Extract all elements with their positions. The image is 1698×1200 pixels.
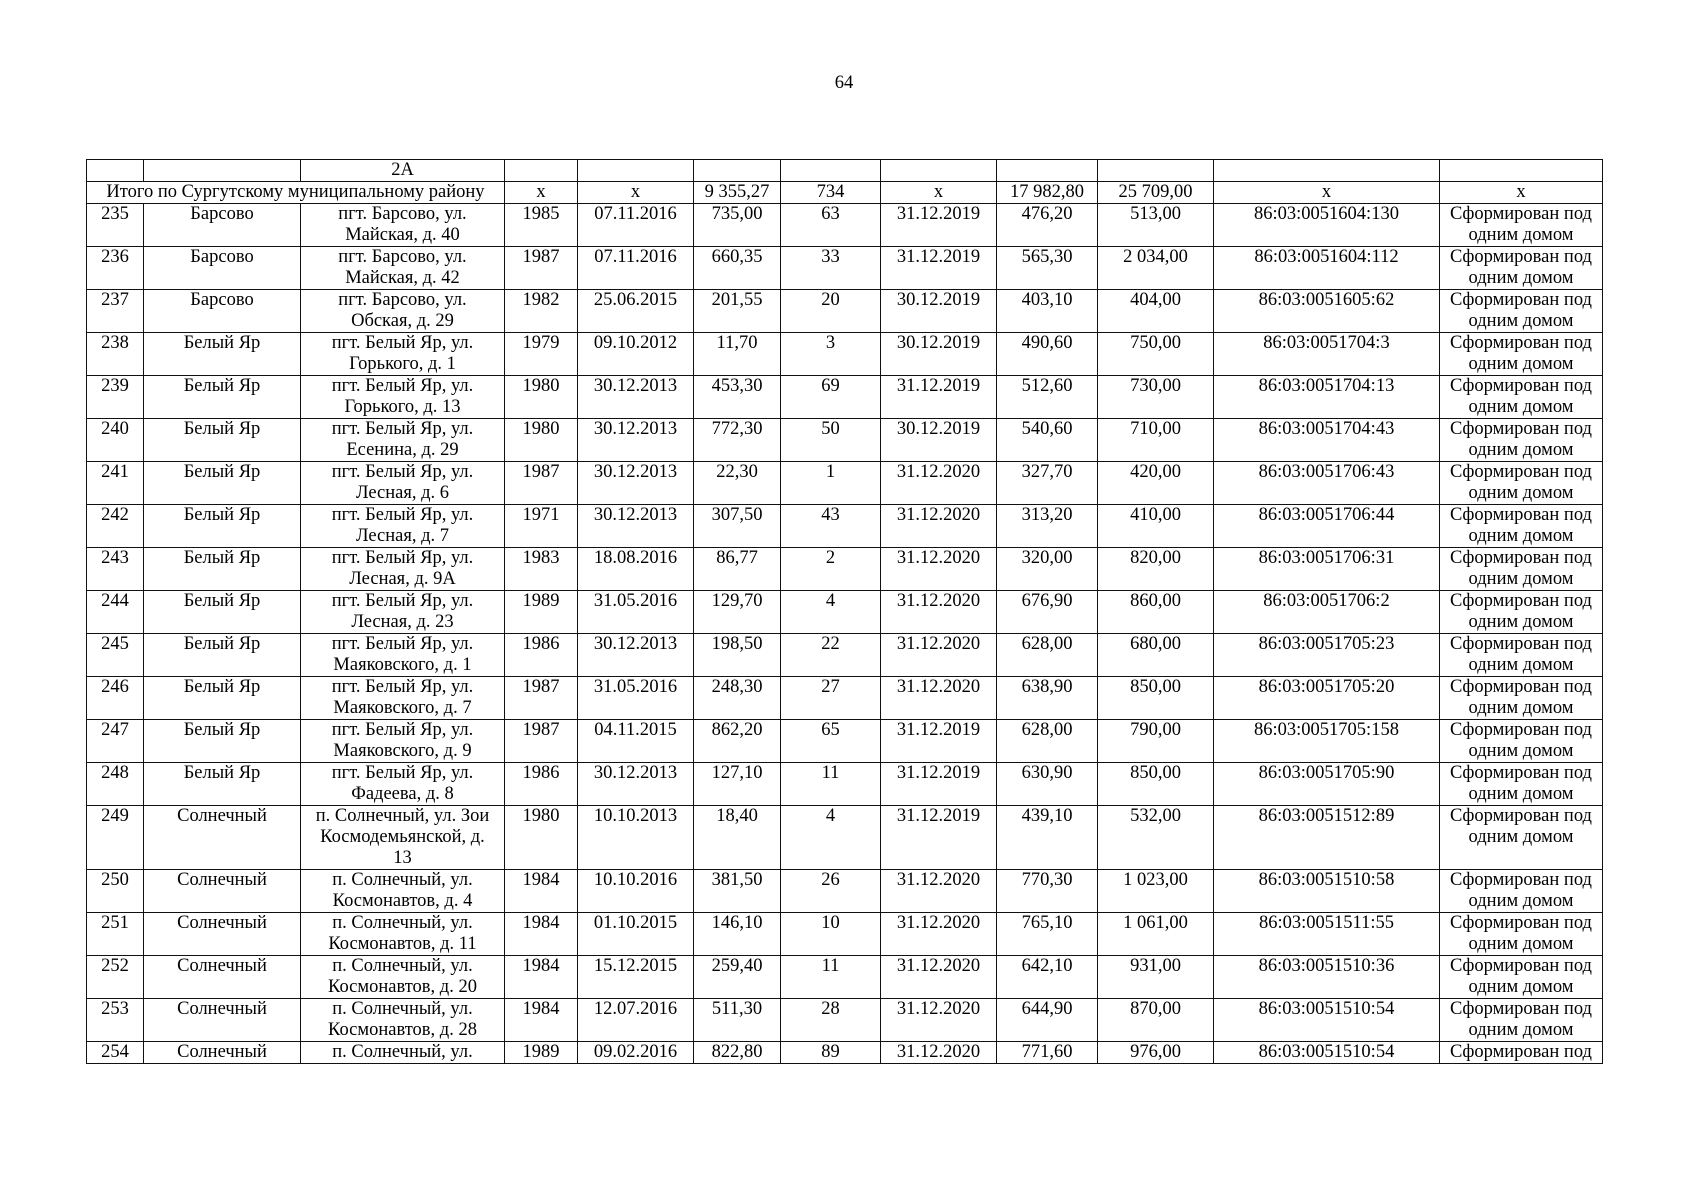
cell-value-c: 404,00 (1098, 290, 1214, 333)
cell-value-b: 313,20 (997, 505, 1098, 548)
table-row (87, 290, 1603, 333)
cell-date-b: 30.12.2019 (881, 419, 997, 462)
cell-value-b: 540,60 (997, 419, 1098, 462)
cell-date-a: 07.11.2016 (578, 204, 694, 247)
header-cell (578, 160, 694, 182)
cell-locality: Солнечный (144, 870, 301, 913)
cell-address: п. Солнечный, ул. Космонавтов, д. 11 (301, 913, 505, 956)
cell-year: 1980 (505, 376, 578, 419)
cell-date-b: 31.12.2019 (881, 376, 997, 419)
cell-date-b: 31.12.2020 (881, 870, 997, 913)
cell-date-a: 01.10.2015 (578, 913, 694, 956)
cell-year: 1980 (505, 806, 578, 870)
cell-value-b: 327,70 (997, 462, 1098, 505)
cell-value-a: 862,20 (694, 720, 781, 763)
cell-date-b: 31.12.2020 (881, 913, 997, 956)
cell-locality: Белый Яр (144, 419, 301, 462)
table-row (87, 999, 1603, 1042)
cell-value-a: 453,30 (694, 376, 781, 419)
cell-value-c: 513,00 (1098, 204, 1214, 247)
total-label: Итого по Сургутскому муниципальному району (87, 182, 505, 204)
cell-cadastral-number: 86:03:0051604:130 (1214, 204, 1440, 247)
cell-no: 235 (87, 204, 144, 247)
cell-date-b: 31.12.2019 (881, 247, 997, 290)
cell-value-b: 512,60 (997, 376, 1098, 419)
cell-locality: Солнечный (144, 999, 301, 1042)
cell-cadastral-number: 86:03:0051705:90 (1214, 763, 1440, 806)
cell-value-a: 248,30 (694, 677, 781, 720)
table-row (87, 677, 1603, 720)
cell-status: Сформирован под одним домом (1440, 419, 1603, 462)
cell-year: 1987 (505, 677, 578, 720)
cell-cadastral-number: 86:03:0051705:23 (1214, 634, 1440, 677)
cell-locality: Белый Яр (144, 720, 301, 763)
cell-date-a: 30.12.2013 (578, 763, 694, 806)
cell-count: 63 (781, 204, 881, 247)
cell-address: пгт. Белый Яр, ул. Лесная, д. 7 (301, 505, 505, 548)
header-cell (781, 160, 881, 182)
header-cell (505, 160, 578, 182)
cell-date-a: 15.12.2015 (578, 956, 694, 999)
cell-value-c: 1 061,00 (1098, 913, 1214, 956)
cell-value-a: 822,80 (694, 1042, 781, 1064)
cell-no: 253 (87, 999, 144, 1042)
cell-date-a: 10.10.2013 (578, 806, 694, 870)
table-body (87, 160, 1603, 1064)
cell-no: 254 (87, 1042, 144, 1064)
page-number: 64 (834, 73, 854, 93)
cell-no: 251 (87, 913, 144, 956)
cell-no: 249 (87, 806, 144, 870)
cell-no: 252 (87, 956, 144, 999)
cell-count: 1 (781, 462, 881, 505)
cell-locality: Солнечный (144, 913, 301, 956)
cell-locality: Солнечный (144, 1042, 301, 1064)
cell-date-a: 18.08.2016 (578, 548, 694, 591)
cell-year: 1980 (505, 419, 578, 462)
cell-date-b: 31.12.2019 (881, 806, 997, 870)
cell-status: Сформирован под одним домом (1440, 333, 1603, 376)
cell-status: Сформирован под одним домом (1440, 505, 1603, 548)
table-row (87, 247, 1603, 290)
column-number-row (87, 160, 1603, 182)
cell-cadastral-number: 86:03:0051510:54 (1214, 999, 1440, 1042)
cell-cadastral-number: 86:03:0051706:31 (1214, 548, 1440, 591)
total-cell: 25 709,00 (1098, 182, 1214, 204)
cell-value-c: 532,00 (1098, 806, 1214, 870)
table-row (87, 548, 1603, 591)
cell-locality: Белый Яр (144, 591, 301, 634)
header-cell (997, 160, 1098, 182)
cell-locality: Белый Яр (144, 505, 301, 548)
cell-year: 1982 (505, 290, 578, 333)
cell-address: пгт. Белый Яр, ул. Горького, д. 13 (301, 376, 505, 419)
cell-value-c: 931,00 (1098, 956, 1214, 999)
cell-year: 1979 (505, 333, 578, 376)
cell-year: 1984 (505, 913, 578, 956)
cell-address: пгт. Барсово, ул. Майская, д. 42 (301, 247, 505, 290)
header-cell: 2А (301, 160, 505, 182)
cell-value-a: 511,30 (694, 999, 781, 1042)
cell-year: 1987 (505, 247, 578, 290)
housing-registry-table (86, 159, 1603, 1064)
cell-address: пгт. Белый Яр, ул. Есенина, д. 29 (301, 419, 505, 462)
cell-date-a: 07.11.2016 (578, 247, 694, 290)
cell-value-a: 198,50 (694, 634, 781, 677)
cell-locality: Барсово (144, 204, 301, 247)
cell-cadastral-number: 86:03:0051704:43 (1214, 419, 1440, 462)
cell-address: п. Солнечный, ул. Космонавтов, д. 28 (301, 999, 505, 1042)
cell-cadastral-number: 86:03:0051510:36 (1214, 956, 1440, 999)
cell-value-b: 644,90 (997, 999, 1098, 1042)
cell-value-b: 490,60 (997, 333, 1098, 376)
cell-count: 27 (781, 677, 881, 720)
cell-date-b: 31.12.2020 (881, 462, 997, 505)
cell-status: Сформирован под одним домом (1440, 290, 1603, 333)
cell-value-a: 381,50 (694, 870, 781, 913)
cell-value-b: 676,90 (997, 591, 1098, 634)
cell-no: 250 (87, 870, 144, 913)
cell-address: пгт. Белый Яр, ул. Лесная, д. 23 (301, 591, 505, 634)
header-cell (1214, 160, 1440, 182)
table-row (87, 634, 1603, 677)
cell-no: 240 (87, 419, 144, 462)
cell-date-b: 31.12.2020 (881, 548, 997, 591)
cell-year: 1989 (505, 1042, 578, 1064)
cell-status: Сформирован под одним домом (1440, 720, 1603, 763)
cell-count: 28 (781, 999, 881, 1042)
cell-status: Сформирован под одним домом (1440, 376, 1603, 419)
cell-value-c: 710,00 (1098, 419, 1214, 462)
cell-address: п. Солнечный, ул. Зои Космодемьянской, д. 13 (301, 806, 505, 870)
cell-value-b: 770,30 (997, 870, 1098, 913)
cell-status: Сформирован под одним домом (1440, 677, 1603, 720)
header-cell (87, 160, 144, 182)
cell-count: 43 (781, 505, 881, 548)
cell-value-c: 2 034,00 (1098, 247, 1214, 290)
cell-count: 2 (781, 548, 881, 591)
cell-no: 246 (87, 677, 144, 720)
cell-no: 243 (87, 548, 144, 591)
cell-value-b: 320,00 (997, 548, 1098, 591)
cell-status: Сформирован под одним домом (1440, 204, 1603, 247)
cell-value-a: 259,40 (694, 956, 781, 999)
cell-value-a: 129,70 (694, 591, 781, 634)
cell-date-a: 30.12.2013 (578, 419, 694, 462)
cell-status: Сформирован под одним домом (1440, 591, 1603, 634)
total-cell: 17 982,80 (997, 182, 1098, 204)
table-row (87, 1042, 1603, 1064)
cell-no: 245 (87, 634, 144, 677)
cell-locality: Барсово (144, 290, 301, 333)
cell-value-b: 642,10 (997, 956, 1098, 999)
cell-cadastral-number: 86:03:0051604:112 (1214, 247, 1440, 290)
cell-value-c: 820,00 (1098, 548, 1214, 591)
cell-date-b: 31.12.2019 (881, 763, 997, 806)
cell-address: пгт. Белый Яр, ул. Лесная, д. 9А (301, 548, 505, 591)
cell-status: Сформирован под одним домом (1440, 870, 1603, 913)
header-cell (1098, 160, 1214, 182)
table-row (87, 462, 1603, 505)
cell-count: 3 (781, 333, 881, 376)
cell-value-c: 680,00 (1098, 634, 1214, 677)
total-cell: х (1214, 182, 1440, 204)
cell-year: 1984 (505, 956, 578, 999)
table-row (87, 720, 1603, 763)
cell-address: пгт. Белый Яр, ул. Маяковского, д. 9 (301, 720, 505, 763)
cell-date-b: 31.12.2019 (881, 720, 997, 763)
table-row (87, 419, 1603, 462)
cell-value-c: 850,00 (1098, 677, 1214, 720)
cell-year: 1986 (505, 763, 578, 806)
cell-value-a: 127,10 (694, 763, 781, 806)
total-cell: х (578, 182, 694, 204)
cell-date-b: 31.12.2020 (881, 956, 997, 999)
cell-count: 50 (781, 419, 881, 462)
cell-value-b: 771,60 (997, 1042, 1098, 1064)
cell-date-a: 12.07.2016 (578, 999, 694, 1042)
table-row (87, 913, 1603, 956)
cell-address: пгт. Белый Яр, ул. Маяковского, д. 1 (301, 634, 505, 677)
cell-cadastral-number: 86:03:0051511:55 (1214, 913, 1440, 956)
cell-value-a: 11,70 (694, 333, 781, 376)
table-row (87, 505, 1603, 548)
cell-locality: Белый Яр (144, 634, 301, 677)
total-cell: х (1440, 182, 1603, 204)
cell-status: Сформирован под одним домом (1440, 913, 1603, 956)
total-cell: 9 355,27 (694, 182, 781, 204)
total-cell: 734 (781, 182, 881, 204)
cell-locality: Солнечный (144, 956, 301, 999)
cell-count: 26 (781, 870, 881, 913)
cell-no: 248 (87, 763, 144, 806)
cell-cadastral-number: 86:03:0051510:54 (1214, 1042, 1440, 1064)
cell-no: 236 (87, 247, 144, 290)
header-cell (694, 160, 781, 182)
table-row (87, 376, 1603, 419)
cell-value-a: 146,10 (694, 913, 781, 956)
cell-value-c: 1 023,00 (1098, 870, 1214, 913)
cell-status: Сформирован под одним домом (1440, 247, 1603, 290)
cell-cadastral-number: 86:03:0051705:20 (1214, 677, 1440, 720)
cell-count: 65 (781, 720, 881, 763)
cell-no: 237 (87, 290, 144, 333)
cell-value-c: 976,00 (1098, 1042, 1214, 1064)
cell-value-a: 307,50 (694, 505, 781, 548)
cell-date-a: 30.12.2013 (578, 462, 694, 505)
cell-locality: Белый Яр (144, 333, 301, 376)
cell-year: 1987 (505, 720, 578, 763)
cell-status: Сформирован под одним домом (1440, 634, 1603, 677)
cell-value-a: 660,35 (694, 247, 781, 290)
cell-no: 238 (87, 333, 144, 376)
cell-value-c: 870,00 (1098, 999, 1214, 1042)
cell-date-a: 31.05.2016 (578, 591, 694, 634)
cell-status: Сформирован под одним домом (1440, 956, 1603, 999)
cell-cadastral-number: 86:03:0051705:158 (1214, 720, 1440, 763)
cell-count: 10 (781, 913, 881, 956)
cell-year: 1987 (505, 462, 578, 505)
cell-address: пгт. Барсово, ул. Майская, д. 40 (301, 204, 505, 247)
cell-locality: Солнечный (144, 806, 301, 870)
cell-no: 242 (87, 505, 144, 548)
cell-address: пгт. Белый Яр, ул. Фадеева, д. 8 (301, 763, 505, 806)
cell-status: Сформирован под одним домом (1440, 806, 1603, 870)
cell-value-c: 730,00 (1098, 376, 1214, 419)
cell-no: 247 (87, 720, 144, 763)
cell-value-a: 22,30 (694, 462, 781, 505)
cell-date-a: 10.10.2016 (578, 870, 694, 913)
table-row (87, 956, 1603, 999)
cell-date-a: 30.12.2013 (578, 505, 694, 548)
cell-year: 1971 (505, 505, 578, 548)
cell-cadastral-number: 86:03:0051706:43 (1214, 462, 1440, 505)
cell-address: п. Солнечный, ул. Космонавтов, д. 4 (301, 870, 505, 913)
cell-locality: Белый Яр (144, 677, 301, 720)
cell-date-b: 31.12.2020 (881, 999, 997, 1042)
cell-date-a: 25.06.2015 (578, 290, 694, 333)
cell-count: 4 (781, 591, 881, 634)
cell-count: 11 (781, 763, 881, 806)
cell-address: пгт. Барсово, ул. Обская, д. 29 (301, 290, 505, 333)
cell-value-b: 630,90 (997, 763, 1098, 806)
header-cell (1440, 160, 1603, 182)
table-row (87, 870, 1603, 913)
cell-value-b: 628,00 (997, 720, 1098, 763)
cell-date-b: 31.12.2019 (881, 204, 997, 247)
cell-no: 244 (87, 591, 144, 634)
cell-year: 1983 (505, 548, 578, 591)
total-cell: х (505, 182, 578, 204)
table-row (87, 333, 1603, 376)
cell-cadastral-number: 86:03:0051704:13 (1214, 376, 1440, 419)
cell-cadastral-number: 86:03:0051706:2 (1214, 591, 1440, 634)
cell-cadastral-number: 86:03:0051605:62 (1214, 290, 1440, 333)
cell-value-c: 420,00 (1098, 462, 1214, 505)
cell-locality: Барсово (144, 247, 301, 290)
cell-value-c: 790,00 (1098, 720, 1214, 763)
table-row (87, 204, 1603, 247)
cell-value-a: 86,77 (694, 548, 781, 591)
cell-year: 1984 (505, 999, 578, 1042)
cell-value-b: 476,20 (997, 204, 1098, 247)
cell-year: 1985 (505, 204, 578, 247)
cell-value-c: 750,00 (1098, 333, 1214, 376)
cell-count: 33 (781, 247, 881, 290)
cell-date-b: 31.12.2020 (881, 1042, 997, 1064)
cell-locality: Белый Яр (144, 548, 301, 591)
total-row (87, 182, 1603, 204)
cell-no: 239 (87, 376, 144, 419)
cell-address: п. Солнечный, ул. Космонавтов, д. 20 (301, 956, 505, 999)
cell-cadastral-number: 86:03:0051510:58 (1214, 870, 1440, 913)
cell-value-b: 403,10 (997, 290, 1098, 333)
cell-count: 22 (781, 634, 881, 677)
total-cell: х (881, 182, 997, 204)
cell-value-c: 860,00 (1098, 591, 1214, 634)
cell-value-c: 850,00 (1098, 763, 1214, 806)
cell-cadastral-number: 86:03:0051704:3 (1214, 333, 1440, 376)
cell-address: пгт. Белый Яр, ул. Лесная, д. 6 (301, 462, 505, 505)
cell-value-a: 18,40 (694, 806, 781, 870)
cell-locality: Белый Яр (144, 376, 301, 419)
cell-value-b: 628,00 (997, 634, 1098, 677)
cell-count: 11 (781, 956, 881, 999)
cell-date-a: 30.12.2013 (578, 376, 694, 419)
cell-date-b: 31.12.2020 (881, 591, 997, 634)
cell-value-b: 765,10 (997, 913, 1098, 956)
header-cell (881, 160, 997, 182)
cell-value-a: 772,30 (694, 419, 781, 462)
cell-address: пгт. Белый Яр, ул. Горького, д. 1 (301, 333, 505, 376)
cell-status: Сформирован под одним домом (1440, 763, 1603, 806)
cell-value-a: 735,00 (694, 204, 781, 247)
cell-date-a: 04.11.2015 (578, 720, 694, 763)
cell-date-a: 09.02.2016 (578, 1042, 694, 1064)
cell-cadastral-number: 86:03:0051512:89 (1214, 806, 1440, 870)
header-cell (144, 160, 301, 182)
cell-status: Сформирован под (1440, 1042, 1603, 1064)
cell-value-b: 565,30 (997, 247, 1098, 290)
cell-value-b: 439,10 (997, 806, 1098, 870)
cell-locality: Белый Яр (144, 462, 301, 505)
cell-count: 4 (781, 806, 881, 870)
cell-year: 1986 (505, 634, 578, 677)
cell-date-b: 31.12.2020 (881, 634, 997, 677)
cell-status: Сформирован под одним домом (1440, 548, 1603, 591)
cell-cadastral-number: 86:03:0051706:44 (1214, 505, 1440, 548)
cell-date-b: 31.12.2020 (881, 505, 997, 548)
cell-date-a: 31.05.2016 (578, 677, 694, 720)
table-row (87, 806, 1603, 870)
cell-date-b: 31.12.2020 (881, 677, 997, 720)
cell-year: 1989 (505, 591, 578, 634)
cell-value-b: 638,90 (997, 677, 1098, 720)
cell-date-b: 30.12.2019 (881, 333, 997, 376)
cell-count: 69 (781, 376, 881, 419)
cell-address: п. Солнечный, ул. (301, 1042, 505, 1064)
table-row (87, 591, 1603, 634)
cell-count: 89 (781, 1042, 881, 1064)
cell-value-c: 410,00 (1098, 505, 1214, 548)
cell-value-a: 201,55 (694, 290, 781, 333)
cell-status: Сформирован под одним домом (1440, 462, 1603, 505)
cell-no: 241 (87, 462, 144, 505)
cell-address: пгт. Белый Яр, ул. Маяковского, д. 7 (301, 677, 505, 720)
cell-year: 1984 (505, 870, 578, 913)
cell-locality: Белый Яр (144, 763, 301, 806)
cell-date-b: 30.12.2019 (881, 290, 997, 333)
table-row (87, 763, 1603, 806)
cell-status: Сформирован под одним домом (1440, 999, 1603, 1042)
cell-count: 20 (781, 290, 881, 333)
cell-date-a: 30.12.2013 (578, 634, 694, 677)
cell-date-a: 09.10.2012 (578, 333, 694, 376)
